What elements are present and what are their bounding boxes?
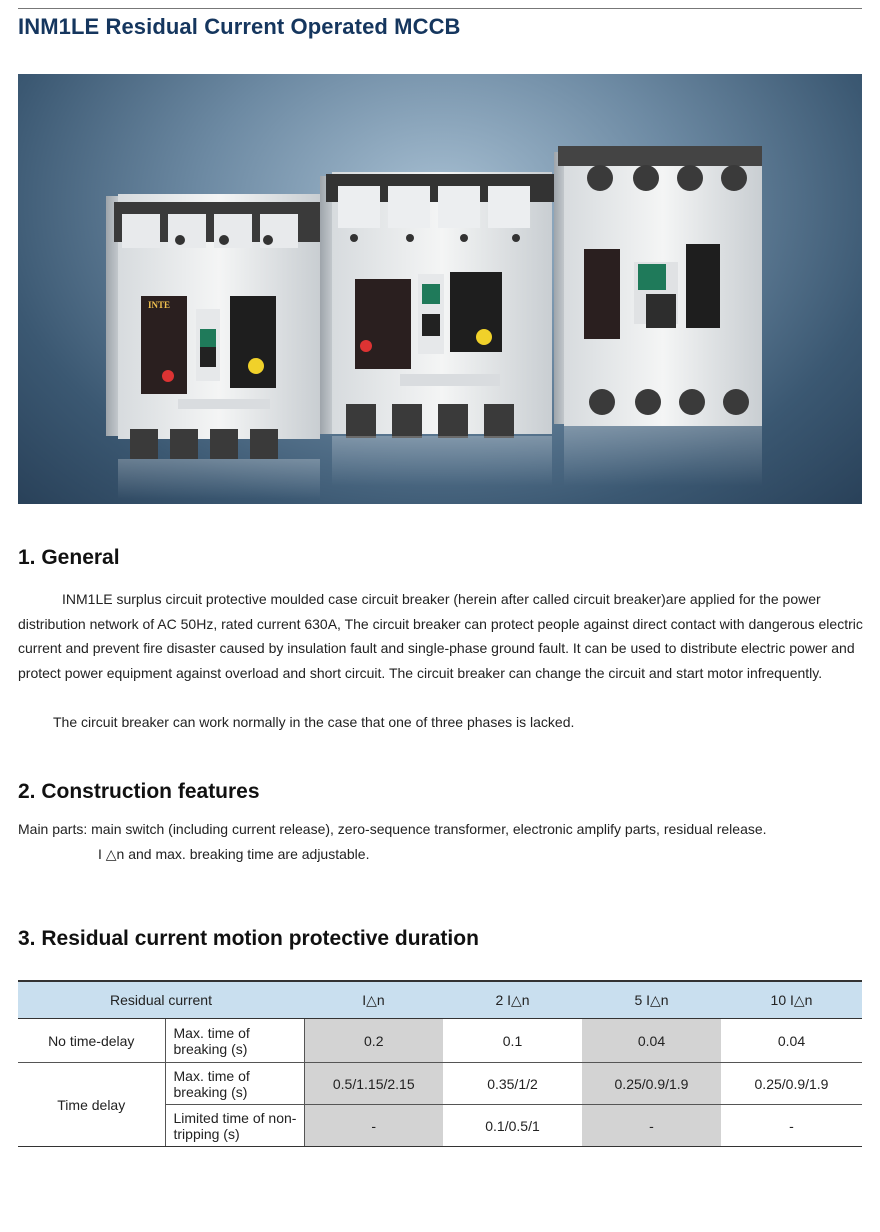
table-cell: 0.2	[304, 1019, 443, 1063]
table-cell: 0.5/1.15/2.15	[304, 1063, 443, 1105]
circuit-breaker-photo-icon	[18, 74, 862, 504]
header-residual-current: Residual current	[18, 981, 304, 1019]
construction-line-1: Main parts: main switch (including current release), zero-sequence transformer, electronic amplify parts, residual release.	[18, 821, 767, 837]
table-cell: -	[304, 1105, 443, 1147]
breaker-middle	[320, 172, 556, 486]
construction-line-2: I △n and max. breaking time are adjustable.	[98, 846, 370, 862]
table-cell: -	[721, 1105, 862, 1147]
header-col-3: 5 I△n	[582, 981, 721, 1019]
header-col-1: I△n	[304, 981, 443, 1019]
table-cell: 0.25/0.9/1.9	[582, 1063, 721, 1105]
row-sub-max-breaking: Max. time of breaking (s)	[165, 1063, 304, 1105]
table-cell: 0.35/1/2	[443, 1063, 582, 1105]
table-cell: -	[582, 1105, 721, 1147]
table-cell: 0.1/0.5/1	[443, 1105, 582, 1147]
product-photo	[18, 74, 862, 504]
construction-heading: 2. Construction features	[18, 780, 260, 803]
table-cell: 0.04	[582, 1019, 721, 1063]
top-divider	[18, 8, 862, 9]
header-col-2: 2 I△n	[443, 981, 582, 1019]
breaker-right	[554, 146, 762, 486]
table-row	[18, 1019, 862, 1063]
duration-heading: 3. Residual current motion protective duration	[18, 927, 479, 950]
row-label-no-time-delay: No time-delay	[18, 1019, 165, 1063]
row-sub-non-tripping: Limited time of non-tripping (s)	[165, 1105, 304, 1147]
table-row	[18, 1063, 862, 1105]
table-cell: 0.25/0.9/1.9	[721, 1063, 862, 1105]
header-col-4: 10 I△n	[721, 981, 862, 1019]
table-cell: 0.1	[443, 1019, 582, 1063]
page-title: INM1LE Residual Current Operated MCCB	[18, 14, 461, 39]
general-paragraph-2: The circuit breaker can work normally in the case that one of three phases is lacked.	[53, 714, 575, 730]
table-header-row	[18, 981, 862, 1019]
general-heading: 1. General	[18, 546, 120, 569]
residual-current-table	[18, 980, 862, 1147]
row-sub-max-breaking: Max. time of breaking (s)	[165, 1019, 304, 1063]
general-paragraph-1: INM1LE surplus circuit protective moulded case circuit breaker (herein after called circuit breaker)are applied for the power distribution network of AC 50Hz, rated current 630A, The circuit breaker can protect people against direct contact with dangerous electric current and prevent fire disaster caused by insulation fault and single-phase ground fault. It can be used to distribute electric power and protect power equipment against overload and short circuit. The circuit breaker can change the circuit and start motor infrequently.	[18, 591, 863, 681]
row-label-time-delay: Time delay	[18, 1063, 165, 1147]
breaker-left	[106, 194, 324, 499]
table-cell: 0.04	[721, 1019, 862, 1063]
brand-label: INTE	[148, 300, 171, 310]
